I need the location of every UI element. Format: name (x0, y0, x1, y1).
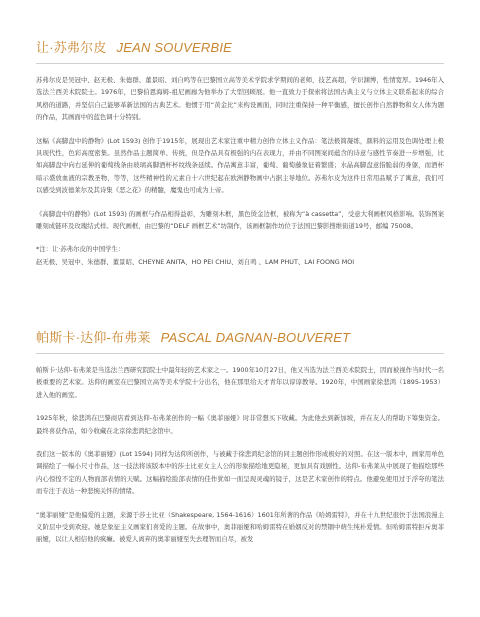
note-heading: *注：让·苏弗尔皮的中国学生： (36, 245, 125, 254)
heading-chinese: 让·苏弗尔皮 (36, 40, 107, 55)
section-pascal-dagnan-bouveret (36, 330, 444, 557)
paragraph: 1925年秋，徐悲鸿在巴黎商店看到达仰-布弗莱创作的一幅《奥菲丽娅》时非常想买下收藏。为此他去到新加坡，并在友人的帮助下筹集资金。最终喜获作品，如今收藏在北京徐悲鸿纪念馆中。 (36, 414, 444, 435)
paragraph: 我们这一版本的《奥菲丽娅》(Lot 1594) 同样为达仰所创作，与被藏于徐悲鸿纪念馆的同主题创作形成极好的对照。在这一版本中，画家用单色调描绘了一幅小尺寸作品，这一技法将该版本中的莎士比亚女主人公的形象描绘地更隐秘，更加具有戏剧性。达仰-布弗莱从中展现了他描绘那些内心惊惶不定的人物面部表情的天赋。这幅描绘脸部表情的佳作犹如一面呈现灵魂的镜子，这是艺术家创作的特点。他避免使用过于浮夸的笔法而专注于表达一种悲惋关怀的情绪。 (36, 450, 444, 496)
heading-divider (36, 353, 444, 354)
heading-latin: PASCAL DAGNAN-BOUVERET (160, 330, 351, 345)
paragraph: “奥菲丽娅”是他偏爱的主题，来源于莎士比亚（Shakespeare, 1564-1616）1601年所著的作品《哈姆雷特》，并在十九世纪很快于法国浪漫主义阶层中受到欢迎。她是象征主义画家们喜爱的主题。在故事中，奥菲丽娅和哈姆雷特在婚姻反对的禁锢中萌生纯朴爱情。但哈姆雷特拒斥奥菲丽娅，以让人相信他的疯癫。被爱人离弃的奥菲丽娅至失去理智而自尽，被发 (36, 510, 444, 544)
heading-divider (36, 63, 444, 64)
paragraph: 苏弗尔皮是吴冠中、赵无极、朱德群、董景昭、刘自鸣等在巴黎国立高等美术学院求学期间的老师，技艺高超，学识渊博，性情宽厚。1946年入选法兰西美术院院士。1976年，巴黎伯恩海姆-祖尼画廊为他举办了大型回顾展。他一直致力于探索将法国古典主义与立体主义联系起来的综合风格的道路，并坚信自己能够革新法国的古典艺术。他惯于用“黄金比”来构设画面，同时注重保持一种平衡感，擅长创作自然静物和女人体为题的作品，其画面中的蓝色调十分特别。 (36, 76, 444, 122)
note-names: 赵无极、吴冠中、朱德群、董景昭、CHEYNE ANITA、HO PEI CHIU、刘自鸣 、LAM PHUT、LAI FOONG MOI (36, 257, 355, 266)
section-heading (36, 40, 444, 56)
section-jean-souverbie (36, 40, 444, 268)
section-heading (36, 330, 444, 346)
paragraph: 这幅《高脚盘中的静物》(Lot 1593) 创作于1915年，展现出艺术家注重中精力创作立体主义作品：笔法极简凝练，颜料的运用及色调处理上极具现代性，色彩高度密集。虽然作品主题简单、传统，但是作品具有极强的内在表现力，并由不同图案间蕴含的诗意与感性节奏进一步增强，比如高脚盘中向右延伸的葡萄线条由玻璃高脚酒杯杯纹线条延续。作品寓意丰富，葡萄、葡萄藤象征着繁盛；水晶高脚盘意指脆弱的身躯，而酒杯暗示盛放血液的宗教圣物，等等，这些精神性的元素自十六世纪起在欧洲静物画中占据主导地位。苏弗尔皮为这件日常用品赋予了寓意，我们可以感受到波德莱尔及其诗集《恶之花》的精髓，魔鬼也可成为上帝。 (36, 136, 444, 195)
paragraph: 帕斯卡·达仰-布弗莱是当选法兰西研究院院士中最年轻的艺术家之一。1900年10月27日，他又当选为法兰西美术院院士，因而被视作当时代一名极重要的艺术家。达仰的画室在巴黎国立高等美术学院十分出名，他在那里给天才青年以谆谆教导。1920年，中国画家徐悲鸿（1895-1953）进入他的画室。 (36, 366, 444, 399)
heading-chinese: 帕斯卡·达仰-布弗莱 (36, 330, 151, 345)
paragraph: 《高脚盘中的静物》(Lot 1593) 的画框与作品相得益彰，为雕刻木框，黑色烫金边框，被称为“à cassetta”，受意大利画框风格影响。装饰图案雕刻成链环及玫瑰结式样。现代画框，由巴黎的“DELF 画框艺术”坊制作，该画框制作坊位于法国巴黎影搜维街道19号，邮编 75008。 (36, 209, 444, 231)
heading-latin: JEAN SOUVERBIE (116, 40, 233, 55)
